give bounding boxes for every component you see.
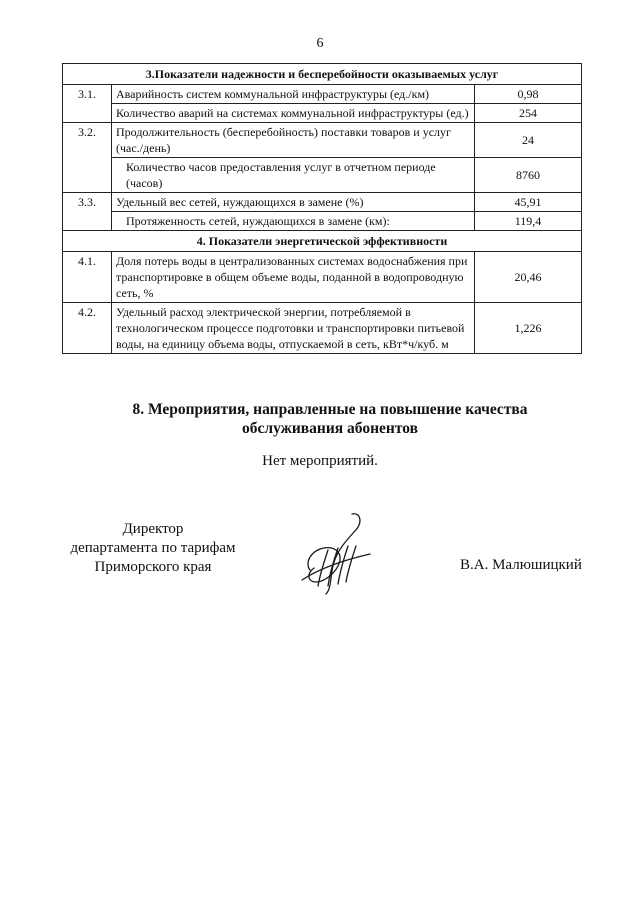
row-number: 4.1. [63, 252, 112, 303]
handwritten-signature [290, 510, 380, 600]
row-text: Протяженность сетей, нуждающихся в замене (км): [112, 212, 475, 231]
row-value: 45,91 [475, 193, 582, 212]
signer-title-line: департамента по тарифам [70, 540, 236, 556]
section-3-title: 3.Показатели надежности и бесперебойности оказываемых услуг [63, 64, 582, 85]
indicators-table [62, 63, 582, 354]
table-row [63, 158, 582, 193]
row-text: Доля потерь воды в централизованных системах водоснабжения при транспортировке в общем объеме воды, поданной в водопроводную сеть, % [112, 252, 475, 303]
table-row [63, 252, 582, 303]
table-row [63, 212, 582, 231]
section-header-row [63, 64, 582, 85]
row-value: 119,4 [475, 212, 582, 231]
table-row [63, 104, 582, 123]
row-text: Удельный расход электрической энергии, потребляемой в технологическом процессе подготовки и транспортировки питьевой воды, на единицу объема воды, отпускаемой в сеть, кВт*ч/куб. м [112, 303, 475, 354]
section-8-heading [0, 400, 640, 438]
row-text: Удельный вес сетей, нуждающихся в замене (%) [112, 193, 475, 212]
page-number: 6 [316, 36, 324, 51]
row-number: 3.2. [63, 123, 112, 158]
table-row [63, 85, 582, 104]
signer-title [58, 520, 248, 577]
row-value: 1,226 [475, 303, 582, 354]
section-header-row [63, 231, 582, 252]
row-value: 24 [475, 123, 582, 158]
row-number: 4.2. [63, 303, 112, 354]
heading-line: обслуживания абонентов [242, 420, 418, 437]
row-text: Продолжительность (бесперебойность) поставки товаров и услуг (час./день) [112, 123, 475, 158]
row-text: Количество часов предоставления услуг в отчетном периоде (часов) [112, 158, 475, 193]
row-value: 254 [475, 104, 582, 123]
row-value: 20,46 [475, 252, 582, 303]
signer-title-line: Директор [122, 521, 184, 537]
row-number [63, 104, 112, 123]
section-4-title: 4. Показатели энергетической эффективности [63, 231, 582, 252]
table-row [63, 303, 582, 354]
row-number: 3.1. [63, 85, 112, 104]
row-text: Количество аварий на системах коммунальной инфраструктуры (ед.) [112, 104, 475, 123]
heading-line: 8. Мероприятия, направленные на повышение качества [132, 401, 528, 418]
row-number [63, 212, 112, 231]
signer-title-line: Приморского края [94, 559, 212, 575]
row-number [63, 158, 112, 193]
table-row [63, 123, 582, 158]
table-row [63, 193, 582, 212]
no-events-text: Нет мероприятий. [262, 453, 378, 469]
row-text: Аварийность систем коммунальной инфраструктуры (ед./км) [112, 85, 475, 104]
signer-name: В.А. Малюшицкий [460, 557, 582, 573]
row-value: 8760 [475, 158, 582, 193]
row-number: 3.3. [63, 193, 112, 212]
row-value: 0,98 [475, 85, 582, 104]
